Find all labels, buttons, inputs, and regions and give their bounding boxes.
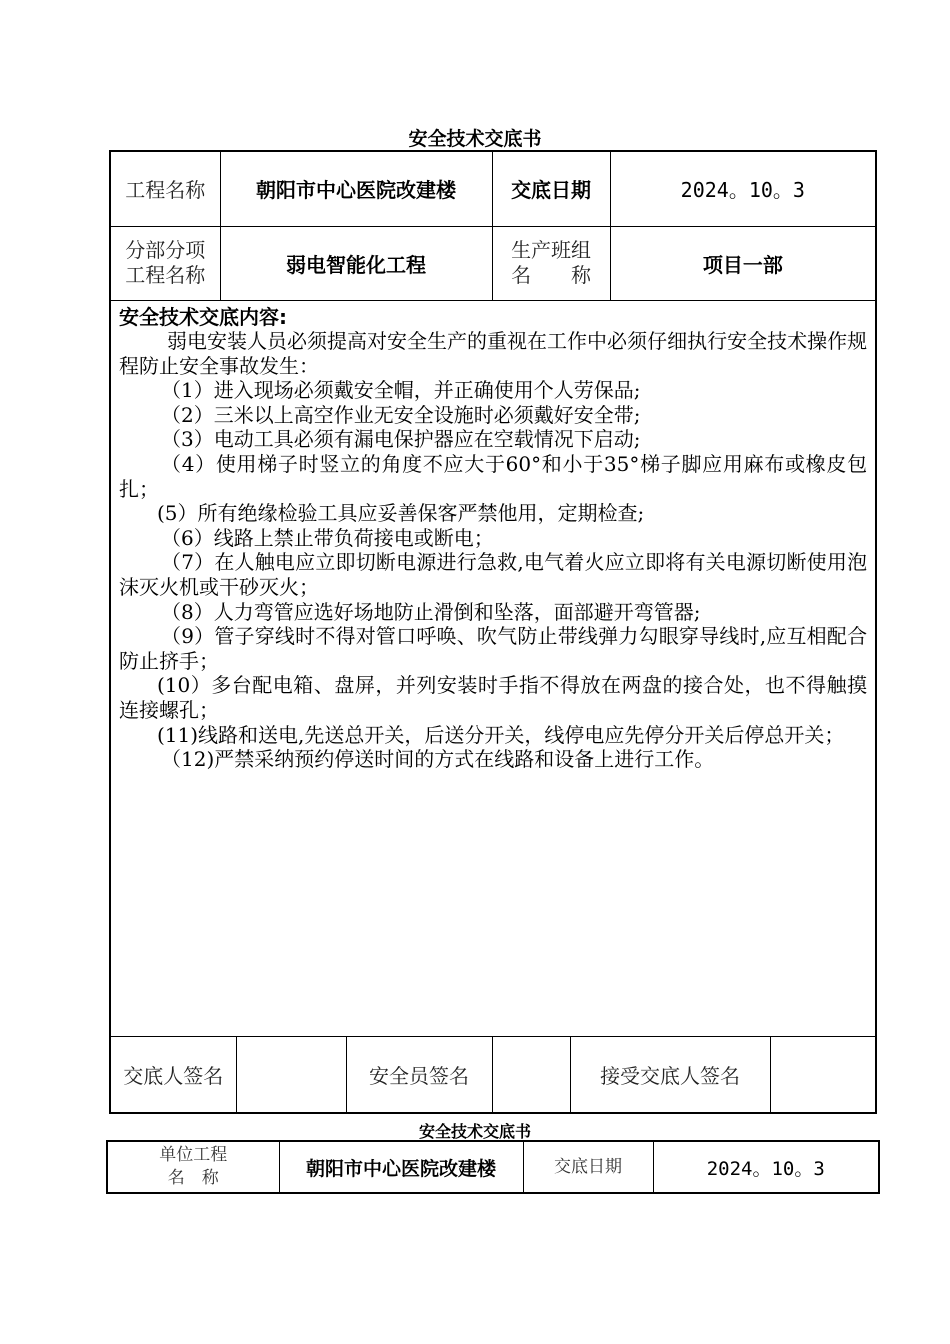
- sub-project-label-line2: 工程名称: [125, 263, 206, 287]
- rule-5: (5）所有绝缘检验工具应妥善保客严禁他用，定期检查;: [157, 501, 645, 526]
- content-heading: 安全技术交底内容:: [119, 304, 287, 329]
- rule-12: （12)严禁采纳预约停送时间的方式在线路和设备上进行工作。: [161, 747, 715, 772]
- team-label: [492, 226, 610, 300]
- unit-value: 朝阳市中心医院改建楼: [279, 1141, 523, 1193]
- safety-officer-signature-field[interactable]: [492, 1036, 570, 1113]
- briefing-content: [110, 300, 876, 1036]
- rule-6: （6）线路上禁止带负荷接电或断电；: [161, 525, 494, 550]
- rule-2: （2）三米以上高空作业无安全设施时必须戴好安全带;: [161, 402, 641, 427]
- intro-paragraph: 弱电安装人员必须提高对安全生产的重视在工作中必须仔细执行安全技术操作规程防止安全事故发生：: [119, 329, 868, 378]
- unit-label-line2: 名 称: [167, 1168, 219, 1188]
- receiver-label: 接受交底人签名: [570, 1036, 770, 1113]
- safety-officer-label: 安全员签名: [346, 1036, 492, 1113]
- second-date-label: 交底日期: [523, 1141, 653, 1193]
- safety-briefing-table: [109, 150, 877, 1114]
- date-label: 交底日期: [492, 151, 610, 226]
- team-value: 项目一部: [610, 226, 876, 300]
- second-briefing-table: [106, 1140, 880, 1194]
- project-name-label: 工程名称: [110, 151, 220, 226]
- sub-project-value: 弱电智能化工程: [220, 226, 492, 300]
- rule-10: (10）多台配电箱、盘屏，并列安装时手指不得放在两盘的接合处，也不得触摸连接螺孔；: [119, 673, 868, 722]
- rule-3: （3）电动工具必须有漏电保护器应在空载情况下启动;: [161, 427, 641, 452]
- team-label-line2: 名 称: [511, 263, 592, 287]
- signer-label: 交底人签名: [110, 1036, 236, 1113]
- rule-11: (11)线路和送电,先送总开关，后送分开关，线停电应先停分开关后停总开关；: [157, 722, 845, 747]
- rule-1: （1）进入现场必须戴安全帽，并正确使用个人劳保品;: [161, 378, 641, 403]
- sub-project-label: [110, 226, 220, 300]
- rule-9: （9）管子穿线时不得对管口呼唤、吹气防止带线弹力勾眼穿导线时,应互相配合防止挤手；: [119, 624, 868, 673]
- unit-label: [107, 1141, 279, 1193]
- signer-signature-field[interactable]: [236, 1036, 346, 1113]
- unit-label-line1: 单位工程: [159, 1145, 228, 1165]
- team-label-line1: 生产班组: [511, 238, 592, 262]
- date-value: 2024。10。3: [610, 151, 876, 226]
- rule-7: （7）在人触电应立即切断电源进行急救,电气着火应立即将有关电源切断使用泡沫灭火机或干砂灭火；: [119, 550, 868, 600]
- rule-8: （8）人力弯管应选好场地防止滑倒和坠落，面部避开弯管器;: [161, 599, 701, 624]
- second-date-value: 2024。10。3: [653, 1141, 879, 1193]
- project-name-value: 朝阳市中心医院改建楼: [220, 151, 492, 226]
- sub-project-label-line1: 分部分项: [125, 238, 206, 262]
- second-document-title: 安全技术交底书: [418, 1122, 531, 1141]
- rule-4: （4）使用梯子时竖立的角度不应大于60°和小于35°梯子脚应用麻布或橡皮包扎；: [119, 452, 868, 501]
- receiver-signature-field[interactable]: [770, 1036, 876, 1113]
- document-title: 安全技术交底书: [408, 128, 542, 150]
